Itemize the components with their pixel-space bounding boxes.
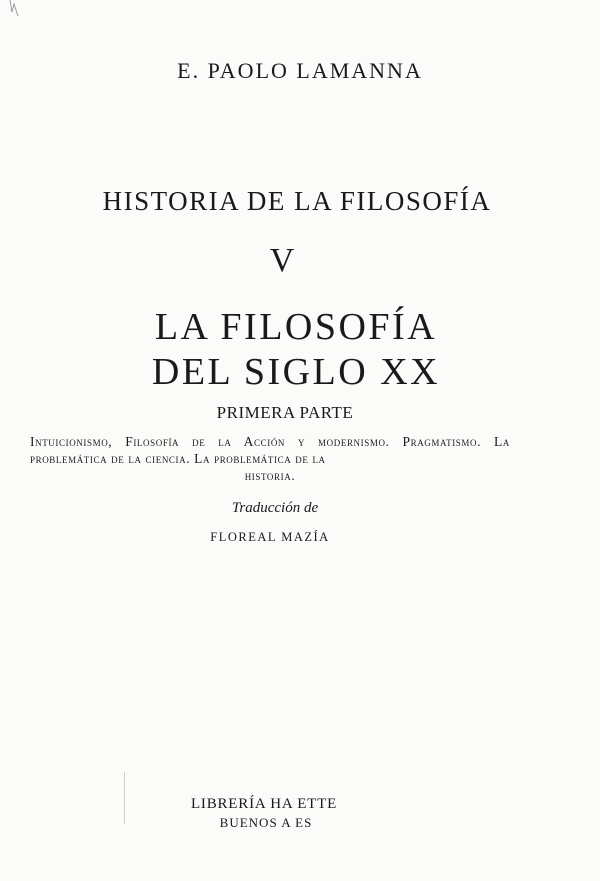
scan-mark [8, 0, 22, 18]
main-title-line-2: DEL SIGLO XX [151, 351, 441, 393]
author-name: E. PAOLO LAMANNA [177, 58, 423, 83]
publisher-name: LIBRERÍA HA ETTE [190, 796, 338, 812]
subtitle-text: Intuicionismo, Filosofía de la Acción y modernismo. Pragmatismo. La problemática de la ciencia. La problemática de la [30, 434, 510, 466]
part-label: PRIMERA PARTE [216, 403, 354, 422]
volume-number: V [269, 242, 295, 279]
series-title: HISTORIA DE LA FILOSOFÍA [102, 186, 492, 216]
translator-name: FLOREAL MAZÍA [210, 530, 330, 544]
main-title-line-1: LA FILOSOFÍA [154, 306, 438, 348]
subtitle-last-line: historia. [244, 468, 296, 483]
publisher-city: BUENOS A ES [219, 815, 313, 830]
translation-label: Traducción de [231, 500, 319, 516]
